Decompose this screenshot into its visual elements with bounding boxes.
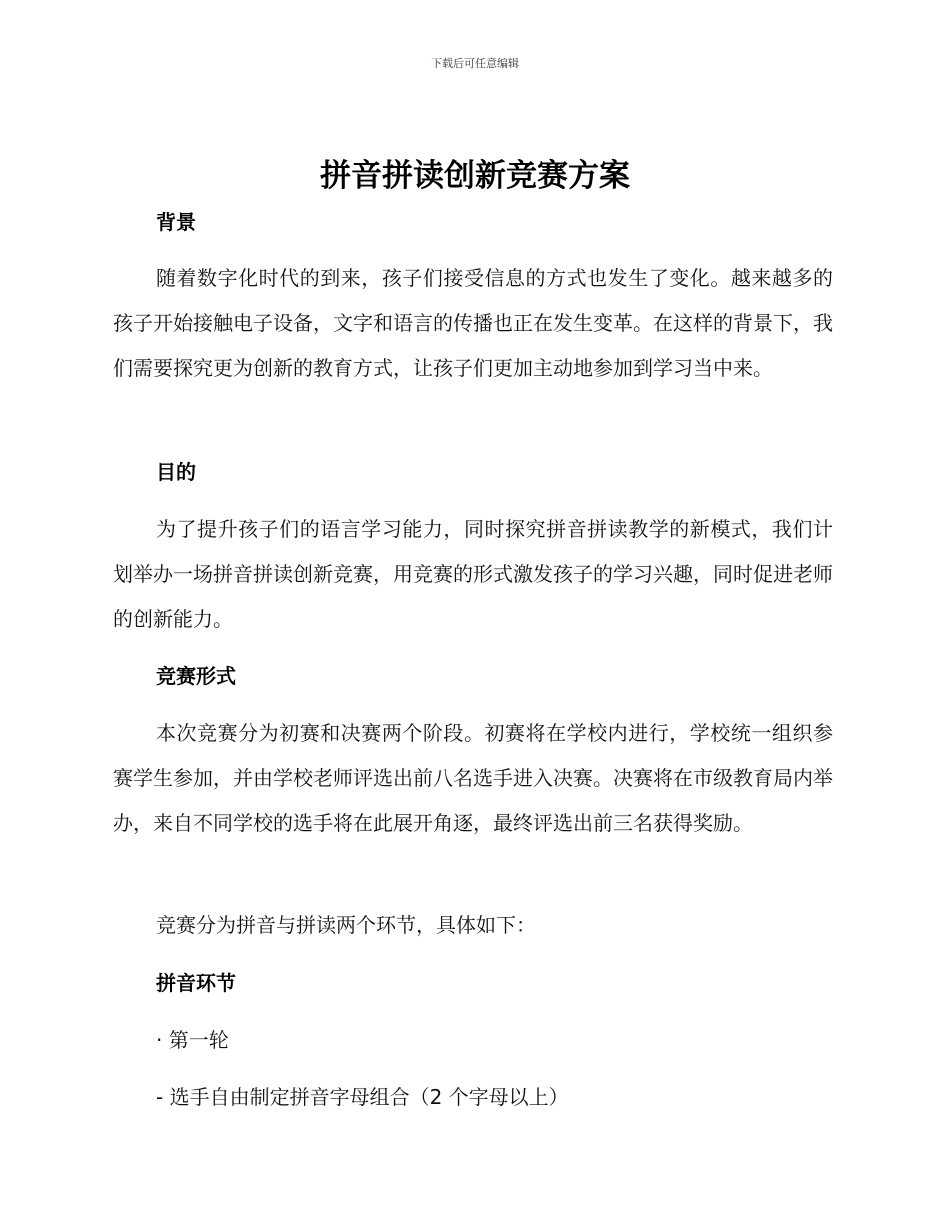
list-item-round-one: · 第一轮 bbox=[156, 1028, 229, 1052]
header-note: 下载后可任意编辑 bbox=[431, 57, 519, 70]
document-title: 拼音拼读创新竞赛方案 bbox=[320, 158, 630, 194]
list-item-round-one-detail: - 选手自由制定拼音字母组合（2 个字母以上） bbox=[156, 1085, 569, 1109]
paragraph-purpose: 为了提升孩子们的语言学习能力，同时探究拼音拼读教学的新模式，我们计划举办一场拼音拼读创新竞赛，用竞赛的形式激发孩子的学习兴趣，同时促进老师的创新能力。 bbox=[113, 517, 833, 631]
paragraph-format: 本次竞赛分为初赛和决赛两个阶段。初赛将在学校内进行，学校统一组织参赛学生参加，并由学校老师评选出前八名选手进入决赛。决赛将在市级教育局内举办，来自不同学校的选手将在此展开角逐，最终评选出前三名获得奖励。 bbox=[113, 721, 833, 835]
paragraph-background: 随着数字化时代的到来，孩子们接受信息的方式也发生了变化。越来越多的孩子开始接触电子设备，文字和语言的传播也正在发生变革。在这样的背景下，我们需要探究更为创新的教育方式，让孩子们更加主动地参加到学习当中来。 bbox=[113, 266, 833, 380]
section-heading-background: 背景 bbox=[156, 210, 196, 234]
section-heading-purpose: 目的 bbox=[156, 460, 196, 484]
paragraph-format-intro: 竞赛分为拼音与拼读两个环节，具体如下： bbox=[156, 913, 536, 937]
section-heading-pinyin: 拼音环节 bbox=[156, 971, 236, 995]
section-heading-format: 竞赛形式 bbox=[156, 664, 236, 688]
